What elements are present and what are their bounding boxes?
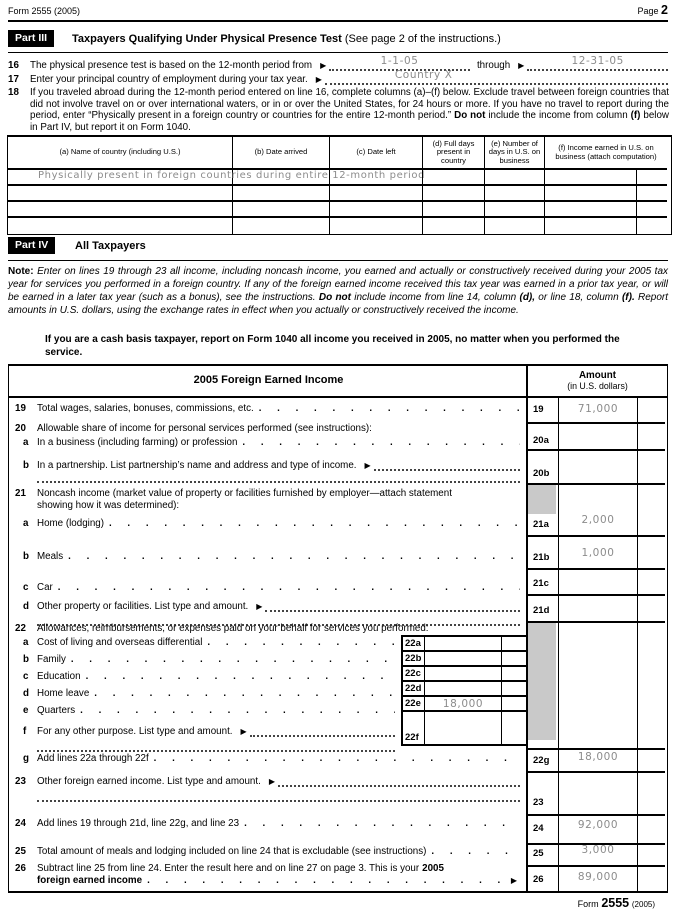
note-label: Note: <box>8 266 34 277</box>
dot-leader <box>154 753 520 764</box>
line-22c: c Education . . . <box>23 671 395 682</box>
part3-badge: Part III <box>8 30 54 47</box>
row-separator <box>528 568 665 570</box>
line-20b-box: 20b <box>533 468 550 479</box>
row-separator <box>528 748 665 750</box>
fill-pointer-icon <box>508 875 520 886</box>
fill-pointer-icon <box>313 74 325 85</box>
travel-row1-entry: Physically present in foreign countries during entire 12-month period <box>38 170 426 181</box>
rule-top <box>8 20 668 22</box>
travel-col-f-header: (f) Income earned in U.S. on business (attach computation) <box>545 137 667 170</box>
rule-part3 <box>8 52 668 53</box>
amount-22e[interactable]: 18,000 <box>425 697 502 712</box>
box-22e: 22e <box>403 697 425 712</box>
amount-19[interactable]: 71,000 <box>577 403 619 415</box>
travel-cell[interactable] <box>545 186 637 202</box>
line-16-label: The physical presence test is based on the 12-month period from <box>30 60 313 71</box>
line-22f-entry-2 <box>37 737 395 752</box>
travel-cell[interactable] <box>545 218 637 234</box>
travel-table <box>7 135 672 235</box>
travel-cell[interactable] <box>8 186 233 202</box>
line-23-box: 23 <box>533 797 544 808</box>
line-21d-box: 21d <box>533 605 550 616</box>
travel-row1-country-cell[interactable] <box>8 170 426 186</box>
amount-26[interactable]: 89,000 <box>577 871 619 883</box>
page-label: Page <box>637 6 659 16</box>
travel-cell[interactable] <box>8 218 233 234</box>
line-21a-box: 21a <box>533 519 549 530</box>
cents-22f[interactable] <box>502 712 528 744</box>
travel-cell[interactable] <box>545 170 637 186</box>
box-22b: 22b <box>403 652 425 667</box>
line-22: 22 Allowances, reimbursements, or expenses paid on your behalf for services you performed: <box>15 623 429 634</box>
line-22g-box: 22g <box>533 755 550 766</box>
line-22-subtable <box>401 635 528 746</box>
box-22f: 22f <box>403 712 425 744</box>
travel-cell[interactable] <box>485 170 545 186</box>
line-17-label: Enter your principal country of employment during your tax year. <box>30 74 308 85</box>
footer <box>578 896 655 910</box>
rule-part4 <box>8 260 668 261</box>
cents-22b[interactable] <box>502 652 528 667</box>
dot-leader <box>71 654 395 665</box>
fill-pointer-icon <box>238 726 250 737</box>
travel-cell[interactable] <box>423 218 485 234</box>
amount-column-header: Amount (in U.S. dollars) <box>567 370 628 391</box>
travel-cell[interactable] <box>330 186 423 202</box>
travel-cell[interactable] <box>423 170 485 186</box>
row-separator <box>528 422 665 424</box>
line-25-box: 25 <box>533 848 544 859</box>
cents-22a[interactable] <box>502 637 528 652</box>
period-through-field[interactable]: 12-31-05 <box>527 56 668 71</box>
row-separator <box>528 814 665 816</box>
travel-cell[interactable] <box>637 218 667 234</box>
line-23-entry-line2[interactable] <box>37 787 520 802</box>
part3-title-note: (See page 2 of the instructions.) <box>344 33 501 45</box>
line-20b: b In a partnership. List partnership’s name and address and type of income. ▶ <box>23 456 520 471</box>
travel-cell[interactable] <box>233 218 330 234</box>
line-23-entry[interactable] <box>278 772 520 787</box>
line-21c: c Car . . . <box>23 582 520 593</box>
amount-21a[interactable]: 2,000 <box>581 514 615 526</box>
part4-note: Note: Enter on lines 19 through 23 all income, including noncash income, you earned and actually or constructively received during your 2005 tax year for services you performed in a foreign country. If any of the foreign earned income received this tax year was earned in a prior tax year, or will be earned in a later tax year (such as a bonus), see the instructions. Do not include income from line 14, column (d), or line 18, column (f). Report amounts in U.S. dollars, using the exchange rates in effect when you actually or constructively received the income. <box>8 266 669 316</box>
box-22c: 22c <box>403 667 425 682</box>
line-21b-box: 21b <box>533 552 550 563</box>
line-22g: g Add lines 22a through 22f . . . <box>23 753 520 764</box>
line-17-num: 17 <box>8 74 19 85</box>
part3-title: Taxpayers Qualifying Under Physical Presence Test (See page 2 of the instructions.) <box>72 33 501 45</box>
line-26-box: 26 <box>533 874 544 885</box>
line-21c-box: 21c <box>533 578 549 589</box>
line-22d: d Home leave . . . <box>23 688 395 699</box>
travel-cell[interactable] <box>637 186 667 202</box>
line-24: 24 Add lines 19 through 21d, line 22g, and line 23 . . . <box>15 818 520 829</box>
line-20a: a In a business (including farming) or profession . . . <box>23 437 520 448</box>
dot-leader <box>259 403 520 414</box>
line-23-entry-2 <box>37 787 520 802</box>
row-separator <box>528 483 665 485</box>
line-19-box: 19 <box>533 404 544 415</box>
dot-leader <box>244 818 520 829</box>
line-19: 19 Total wages, salaries, bonuses, commissions, etc. . . . <box>15 403 520 414</box>
row-separator <box>528 449 665 451</box>
amount-22f[interactable] <box>425 712 502 744</box>
dot-leader <box>80 705 395 716</box>
row-separator <box>528 535 665 537</box>
row-separator <box>528 865 665 867</box>
travel-col-e-header: (e) Number of days in U.S. on business <box>485 137 545 170</box>
shaded-cell <box>528 623 556 740</box>
row-separator <box>528 771 665 773</box>
shaded-cell <box>528 485 556 514</box>
footer-form-year: (2005) <box>631 900 655 909</box>
divider <box>558 398 559 893</box>
travel-cell[interactable] <box>423 202 485 218</box>
cents-22e[interactable] <box>502 697 528 712</box>
line-20: 20 Allowable share of income for personal services performed (see instructions): <box>15 423 372 434</box>
line-21b: b Meals . . . <box>23 551 520 562</box>
amount-24[interactable]: 92,000 <box>577 819 619 831</box>
travel-cell[interactable] <box>637 202 667 218</box>
dot-leader <box>109 518 520 529</box>
travel-cell[interactable] <box>485 186 545 202</box>
line-21: 21 Noncash income (market value of property or facilities furnished by employer—attach statement <box>15 488 452 499</box>
travel-cell[interactable] <box>330 218 423 234</box>
dot-leader <box>207 637 395 648</box>
divider <box>637 398 638 893</box>
travel-col-c-header: (c) Date left <box>330 137 423 170</box>
income-table <box>8 364 668 893</box>
line-26-cont: foreign earned income . . . ▶ <box>37 875 520 886</box>
line-23: 23 Other foreign earned income. List type and amount. ▶ <box>15 772 520 787</box>
travel-cell[interactable] <box>485 218 545 234</box>
footer-form-label: Form <box>577 899 599 909</box>
footer-form-number: 2555 <box>601 896 630 910</box>
line-16-num: 16 <box>8 60 19 71</box>
dot-leader <box>94 688 395 699</box>
page-number: 2 <box>661 3 668 17</box>
page-indicator <box>638 3 669 17</box>
travel-cell[interactable] <box>233 202 330 218</box>
amount-22b[interactable] <box>425 652 502 667</box>
dot-leader <box>431 846 520 857</box>
box-22d: 22d <box>403 682 425 697</box>
amount-21b[interactable]: 1,000 <box>581 547 615 559</box>
row-separator <box>528 621 665 623</box>
cents-22c[interactable] <box>502 667 528 682</box>
line-22f-entry[interactable] <box>250 722 395 737</box>
travel-cell[interactable] <box>233 170 330 186</box>
line-18-num: 18 <box>8 87 19 98</box>
fill-pointer-icon <box>266 776 278 787</box>
line-21a: a Home (lodging) . . . <box>23 518 520 529</box>
dot-leader <box>242 437 520 448</box>
line-20b-entry-2 <box>37 468 520 483</box>
line-21d-entry[interactable] <box>265 597 520 612</box>
dot-leader <box>147 875 508 886</box>
amount-25[interactable]: 3,000 <box>581 844 615 856</box>
line-21-cont: showing how it was determined): <box>37 500 180 511</box>
dot-leader <box>58 582 520 593</box>
line-22a: a Cost of living and overseas differential . . . <box>23 637 395 648</box>
through-label: through <box>476 60 511 71</box>
line-22b: b Family . . . <box>23 654 395 665</box>
line-22f: f For any other purpose. List type and amount. ▶ <box>23 722 395 737</box>
part4-badge: Part IV <box>8 237 55 254</box>
travel-col-b-header: (b) Date arrived <box>233 137 330 170</box>
row-separator <box>528 594 665 596</box>
travel-cell[interactable] <box>485 202 545 218</box>
line-22f-entry-line2[interactable] <box>37 737 395 752</box>
line-24-box: 24 <box>533 823 544 834</box>
box-22a: 22a <box>403 637 425 652</box>
dot-leader <box>68 551 520 562</box>
travel-cell[interactable] <box>330 170 423 186</box>
line-17 <box>8 70 668 85</box>
cash-basis-note: If you are a cash basis taxpayer, report on Form 1040 all income you received in 2005, no matter when you performed the service. <box>45 334 620 358</box>
amount-22a[interactable] <box>425 637 502 652</box>
travel-col-a-header: (a) Name of country (including U.S.) <box>8 137 233 170</box>
line-26: 26 Subtract line 25 from line 24. Enter the result here and on line 27 on page 3. This is your 2005 <box>15 863 444 874</box>
principal-country-field[interactable]: Country X <box>325 70 668 85</box>
travel-cell[interactable] <box>545 202 637 218</box>
travel-cell[interactable] <box>637 170 667 186</box>
travel-cell[interactable] <box>423 186 485 202</box>
line-21d: d Other property or facilities. List type and amount. ▶ <box>23 597 520 612</box>
income-table-title: 2005 Foreign Earned Income <box>193 374 344 386</box>
form-id: Form 2555 (2005) <box>8 6 81 16</box>
travel-cell[interactable] <box>233 186 330 202</box>
travel-cell[interactable] <box>8 202 233 218</box>
line-20b-entry-line2[interactable] <box>37 468 520 483</box>
amount-22c[interactable] <box>425 667 502 682</box>
amount-22d[interactable] <box>425 682 502 697</box>
travel-col-d-header: (d) Full days present in country <box>423 137 485 170</box>
part4-title: All Taxpayers <box>75 240 146 252</box>
amount-22g[interactable]: 18,000 <box>577 751 619 763</box>
travel-cell[interactable] <box>330 202 423 218</box>
period-from-field[interactable]: 1-1-05 <box>329 56 470 71</box>
line-20a-box: 20a <box>533 435 549 446</box>
dot-leader <box>86 671 395 682</box>
line-18-text: If you traveled abroad during the 12-month period entered on line 16, complete columns (a)–(f) below. Exclude travel between foreign countries that did not involve travel on or over international waters, or in or over the United States, for 24 hours or more. If you have no travel to report during the period, enter “Physically present in a foreign country or countries for the entire 12-month period.” Do not include the income from column (f) below in Part IV, but report it on Form 1040. <box>30 87 670 134</box>
line-22e: e Quarters . . . <box>23 705 395 716</box>
line-25: 25 Total amount of meals and lodging included on line 24 that is excludable (see instructions) . . . <box>15 846 520 857</box>
cents-22d[interactable] <box>502 682 528 697</box>
income-header-rule <box>9 396 667 398</box>
